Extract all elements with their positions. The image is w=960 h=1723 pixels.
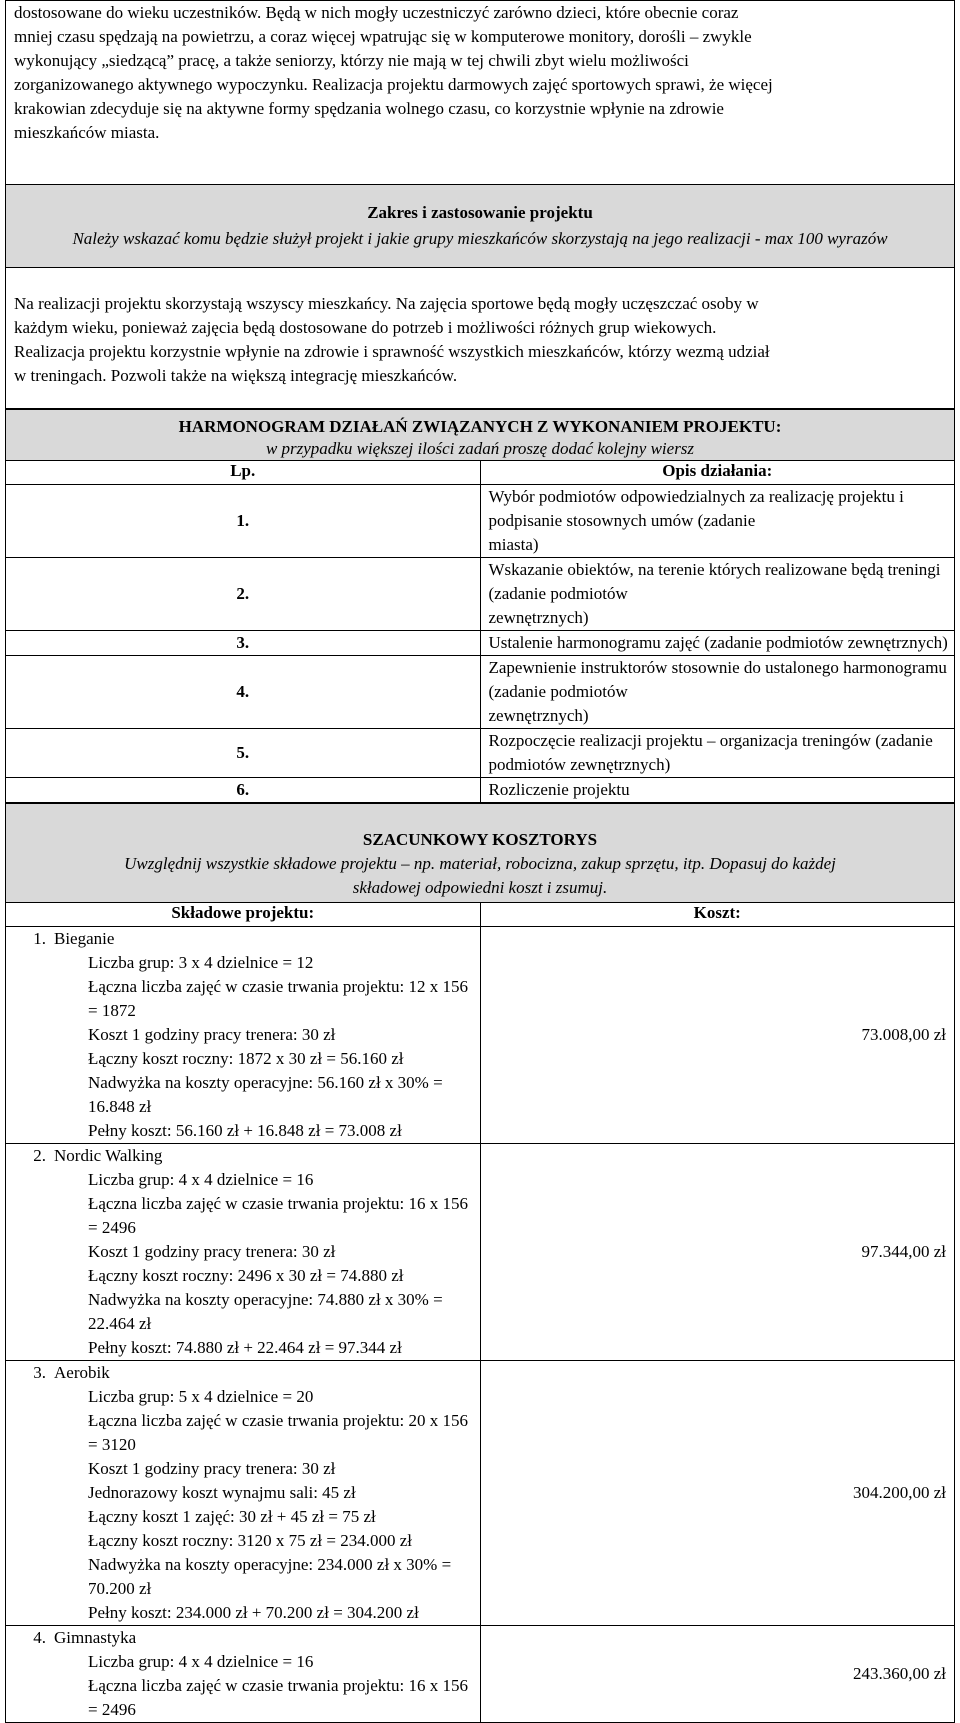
description-line: zewnętrznych)	[488, 608, 589, 627]
row-number: 1.	[6, 485, 481, 558]
scope-body	[6, 268, 955, 409]
cost-item-line: Liczba grup: 3 x 4 dzielnice = 12	[88, 953, 314, 972]
cost-item-name: Gimnastyka	[54, 1628, 137, 1647]
cost-item	[6, 1144, 481, 1361]
form-table	[5, 0, 955, 409]
cost-hint: składowej odpowiedni koszt i zsumuj.	[352, 878, 608, 897]
intro-line: mieszkańców miasta.	[14, 123, 160, 142]
row-number: 4.	[6, 656, 481, 729]
row-number: 6.	[6, 778, 481, 803]
intro-line: dostosowane do wieku uczestników. Będą w nich mogły uczestniczyć zarówno dzieci, które obecnie coraz	[14, 3, 739, 22]
cost-item-line: Pełny koszt: 234.000 zł + 70.200 zł = 304.200 zł	[88, 1603, 419, 1622]
cost-item-head	[33, 1626, 480, 1650]
cost-item	[6, 1626, 481, 1723]
cost-item-line: Łączny koszt 1 zajęć: 30 zł + 45 zł = 75 zł	[88, 1507, 376, 1526]
cost-item-line: Łączna liczba zajęć w czasie trwania projektu: 12 x 156 = 1872	[88, 977, 468, 1020]
cost-table	[5, 803, 955, 1723]
schedule-title: HARMONOGRAM DZIAŁAŃ ZWIĄZANYCH Z WYKONANIEM PROJEKTU:	[178, 417, 782, 436]
cost-item-name: Nordic Walking	[54, 1146, 163, 1165]
column-header-description: Opis działania:	[480, 461, 955, 485]
row-description	[480, 485, 955, 558]
description-line: Rozliczenie projektu	[488, 780, 630, 799]
intro-line: krakowian zdecyduje się na aktywne formy spędzania wolnego czasu, co korzystnie wpłynie na zdrowie	[14, 99, 724, 118]
cost-hint: Uwzględnij wszystkie składowe projektu – np. materiał, robocizna, zakup sprzętu, itp. Dopasuj do każdej	[124, 854, 836, 873]
row-number: 5.	[6, 729, 481, 778]
row-description	[480, 729, 955, 778]
cost-item-line: Łączny koszt roczny: 1872 x 30 zł = 56.160 zł	[88, 1049, 404, 1068]
cost-header	[6, 804, 955, 903]
cost-item-line: Koszt 1 godziny pracy trenera: 30 zł	[88, 1242, 336, 1261]
cost-item-line: Nadwyżka na koszty operacyjne: 56.160 zł x 30% = 16.848 zł	[88, 1073, 443, 1116]
cost-item-name: Aerobik	[54, 1363, 110, 1382]
cost-item-number: 4.	[33, 1628, 46, 1647]
description-line: Ustalenie harmonogramu zajęć (zadanie podmiotów zewnętrznych)	[488, 633, 948, 652]
cost-title: SZACUNKOWY KOSZTORYS	[362, 830, 598, 849]
description-line: miasta)	[488, 535, 539, 554]
schedule-hint: w przypadku większej ilości zadań proszę dodać kolejny wiersz	[265, 439, 695, 458]
cost-item-number: 3.	[33, 1363, 46, 1382]
scope-line: Na realizacji projektu skorzystają wszyscy mieszkańcy. Na zajęcia sportowe będą mogły uczęszczać osoby w	[14, 294, 759, 313]
column-header-cost: Koszt:	[480, 903, 955, 927]
description-line: Wskazanie obiektów, na terenie których realizowane będą treningi (zadanie podmiotów	[488, 560, 941, 603]
document-page	[5, 0, 955, 1723]
cost-item-line: Łączna liczba zajęć w czasie trwania projektu: 16 x 156 = 2496	[88, 1194, 468, 1237]
cost-item-line: Liczba grup: 4 x 4 dzielnice = 16	[88, 1652, 314, 1671]
cost-item	[6, 1361, 481, 1626]
row-description	[480, 778, 955, 803]
cost-item-head	[33, 1144, 480, 1168]
column-header-items: Składowe projektu:	[6, 903, 481, 927]
scope-line: każdym wieku, ponieważ zajęcia będą dostosowane do potrzeb i możliwości różnych grup wiekowych.	[14, 318, 717, 337]
cost-item-number: 1.	[33, 929, 46, 948]
cost-item-head	[33, 1361, 480, 1385]
row-number: 3.	[6, 631, 481, 656]
column-header-lp: Lp.	[6, 461, 481, 485]
description-line: Zapewnienie instruktorów stosownie do ustalonego harmonogramu (zadanie podmiotów	[488, 658, 947, 701]
cost-item-line: Koszt 1 godziny pracy trenera: 30 zł	[88, 1459, 336, 1478]
cost-item-line: Pełny koszt: 74.880 zł + 22.464 zł = 97.344 zł	[88, 1338, 402, 1357]
cost-item-line: Pełny koszt: 56.160 zł + 16.848 zł = 73.008 zł	[88, 1121, 402, 1140]
cost-item-line: Koszt 1 godziny pracy trenera: 30 zł	[88, 1025, 336, 1044]
row-number: 2.	[6, 558, 481, 631]
cost-item	[6, 927, 481, 1144]
cost-item-line: Łączny koszt roczny: 3120 x 75 zł = 234.000 zł	[88, 1531, 413, 1550]
cost-item-line: Liczba grup: 4 x 4 dzielnice = 16	[88, 1170, 314, 1189]
scope-title: Zakres i zastosowanie projektu	[367, 203, 593, 222]
schedule-table	[5, 409, 955, 803]
cost-item-line: Łączny koszt roczny: 2496 x 30 zł = 74.880 zł	[88, 1266, 404, 1285]
cost-value: 243.360,00 zł	[480, 1626, 955, 1723]
intro-line: zorganizowanego aktywnego wypoczynku. Realizacja projektu darmowych zajęć sportowych sprawi, że więcej	[14, 75, 773, 94]
row-description	[480, 631, 955, 656]
cost-item-name: Bieganie	[54, 929, 115, 948]
cost-item-head	[33, 927, 480, 951]
cost-item-number: 2.	[33, 1146, 46, 1165]
cost-item-line: Łączna liczba zajęć w czasie trwania projektu: 16 x 156 = 2496	[88, 1676, 468, 1719]
description-line: Rozpoczęcie realizacji projektu – organizacja treningów (zadanie podmiotów zewnętrznych)	[488, 731, 933, 774]
cost-item-line: Nadwyżka na koszty operacyjne: 74.880 zł x 30% = 22.464 zł	[88, 1290, 443, 1333]
cost-item-line: Nadwyżka na koszty operacyjne: 234.000 zł x 30% = 70.200 zł	[88, 1555, 452, 1598]
description-line: Wybór podmiotów odpowiedzialnych za realizację projektu i podpisanie stosownych umów (zadanie	[488, 487, 904, 530]
description-line: zewnętrznych)	[488, 706, 589, 725]
scope-hint: Należy wskazać komu będzie służył projekt i jakie grupy mieszkańców skorzystają na jego realizacji - max 100 wyrazów	[72, 229, 888, 248]
intro-line: mniej czasu spędzają na powietrzu, a coraz więcej wpatrując się w komputerowe monitory, dorośli – zwykle	[14, 27, 752, 46]
schedule-header	[6, 410, 955, 461]
cost-item-line: Liczba grup: 5 x 4 dzielnice = 20	[88, 1387, 314, 1406]
scope-header	[6, 185, 955, 268]
cost-value: 304.200,00 zł	[480, 1361, 955, 1626]
scope-line: Realizacja projektu korzystnie wpłynie na zdrowie i sprawność wszystkich mieszkańców, którzy wezmą udział	[14, 342, 770, 361]
cost-item-line: Jednorazowy koszt wynajmu sali: 45 zł	[88, 1483, 356, 1502]
row-description	[480, 558, 955, 631]
intro-cell	[6, 1, 955, 185]
row-description	[480, 656, 955, 729]
scope-line: w treningach. Pozwoli także na większą integrację mieszkańców.	[14, 366, 458, 385]
cost-item-line: Łączna liczba zajęć w czasie trwania projektu: 20 x 156 = 3120	[88, 1411, 468, 1454]
cost-value: 97.344,00 zł	[480, 1144, 955, 1361]
cost-value: 73.008,00 zł	[480, 927, 955, 1144]
intro-line: wykonujący „siedzącą” pracę, a także seniorzy, którzy nie mają w tej chwili zbyt wielu możliwości	[14, 51, 689, 70]
